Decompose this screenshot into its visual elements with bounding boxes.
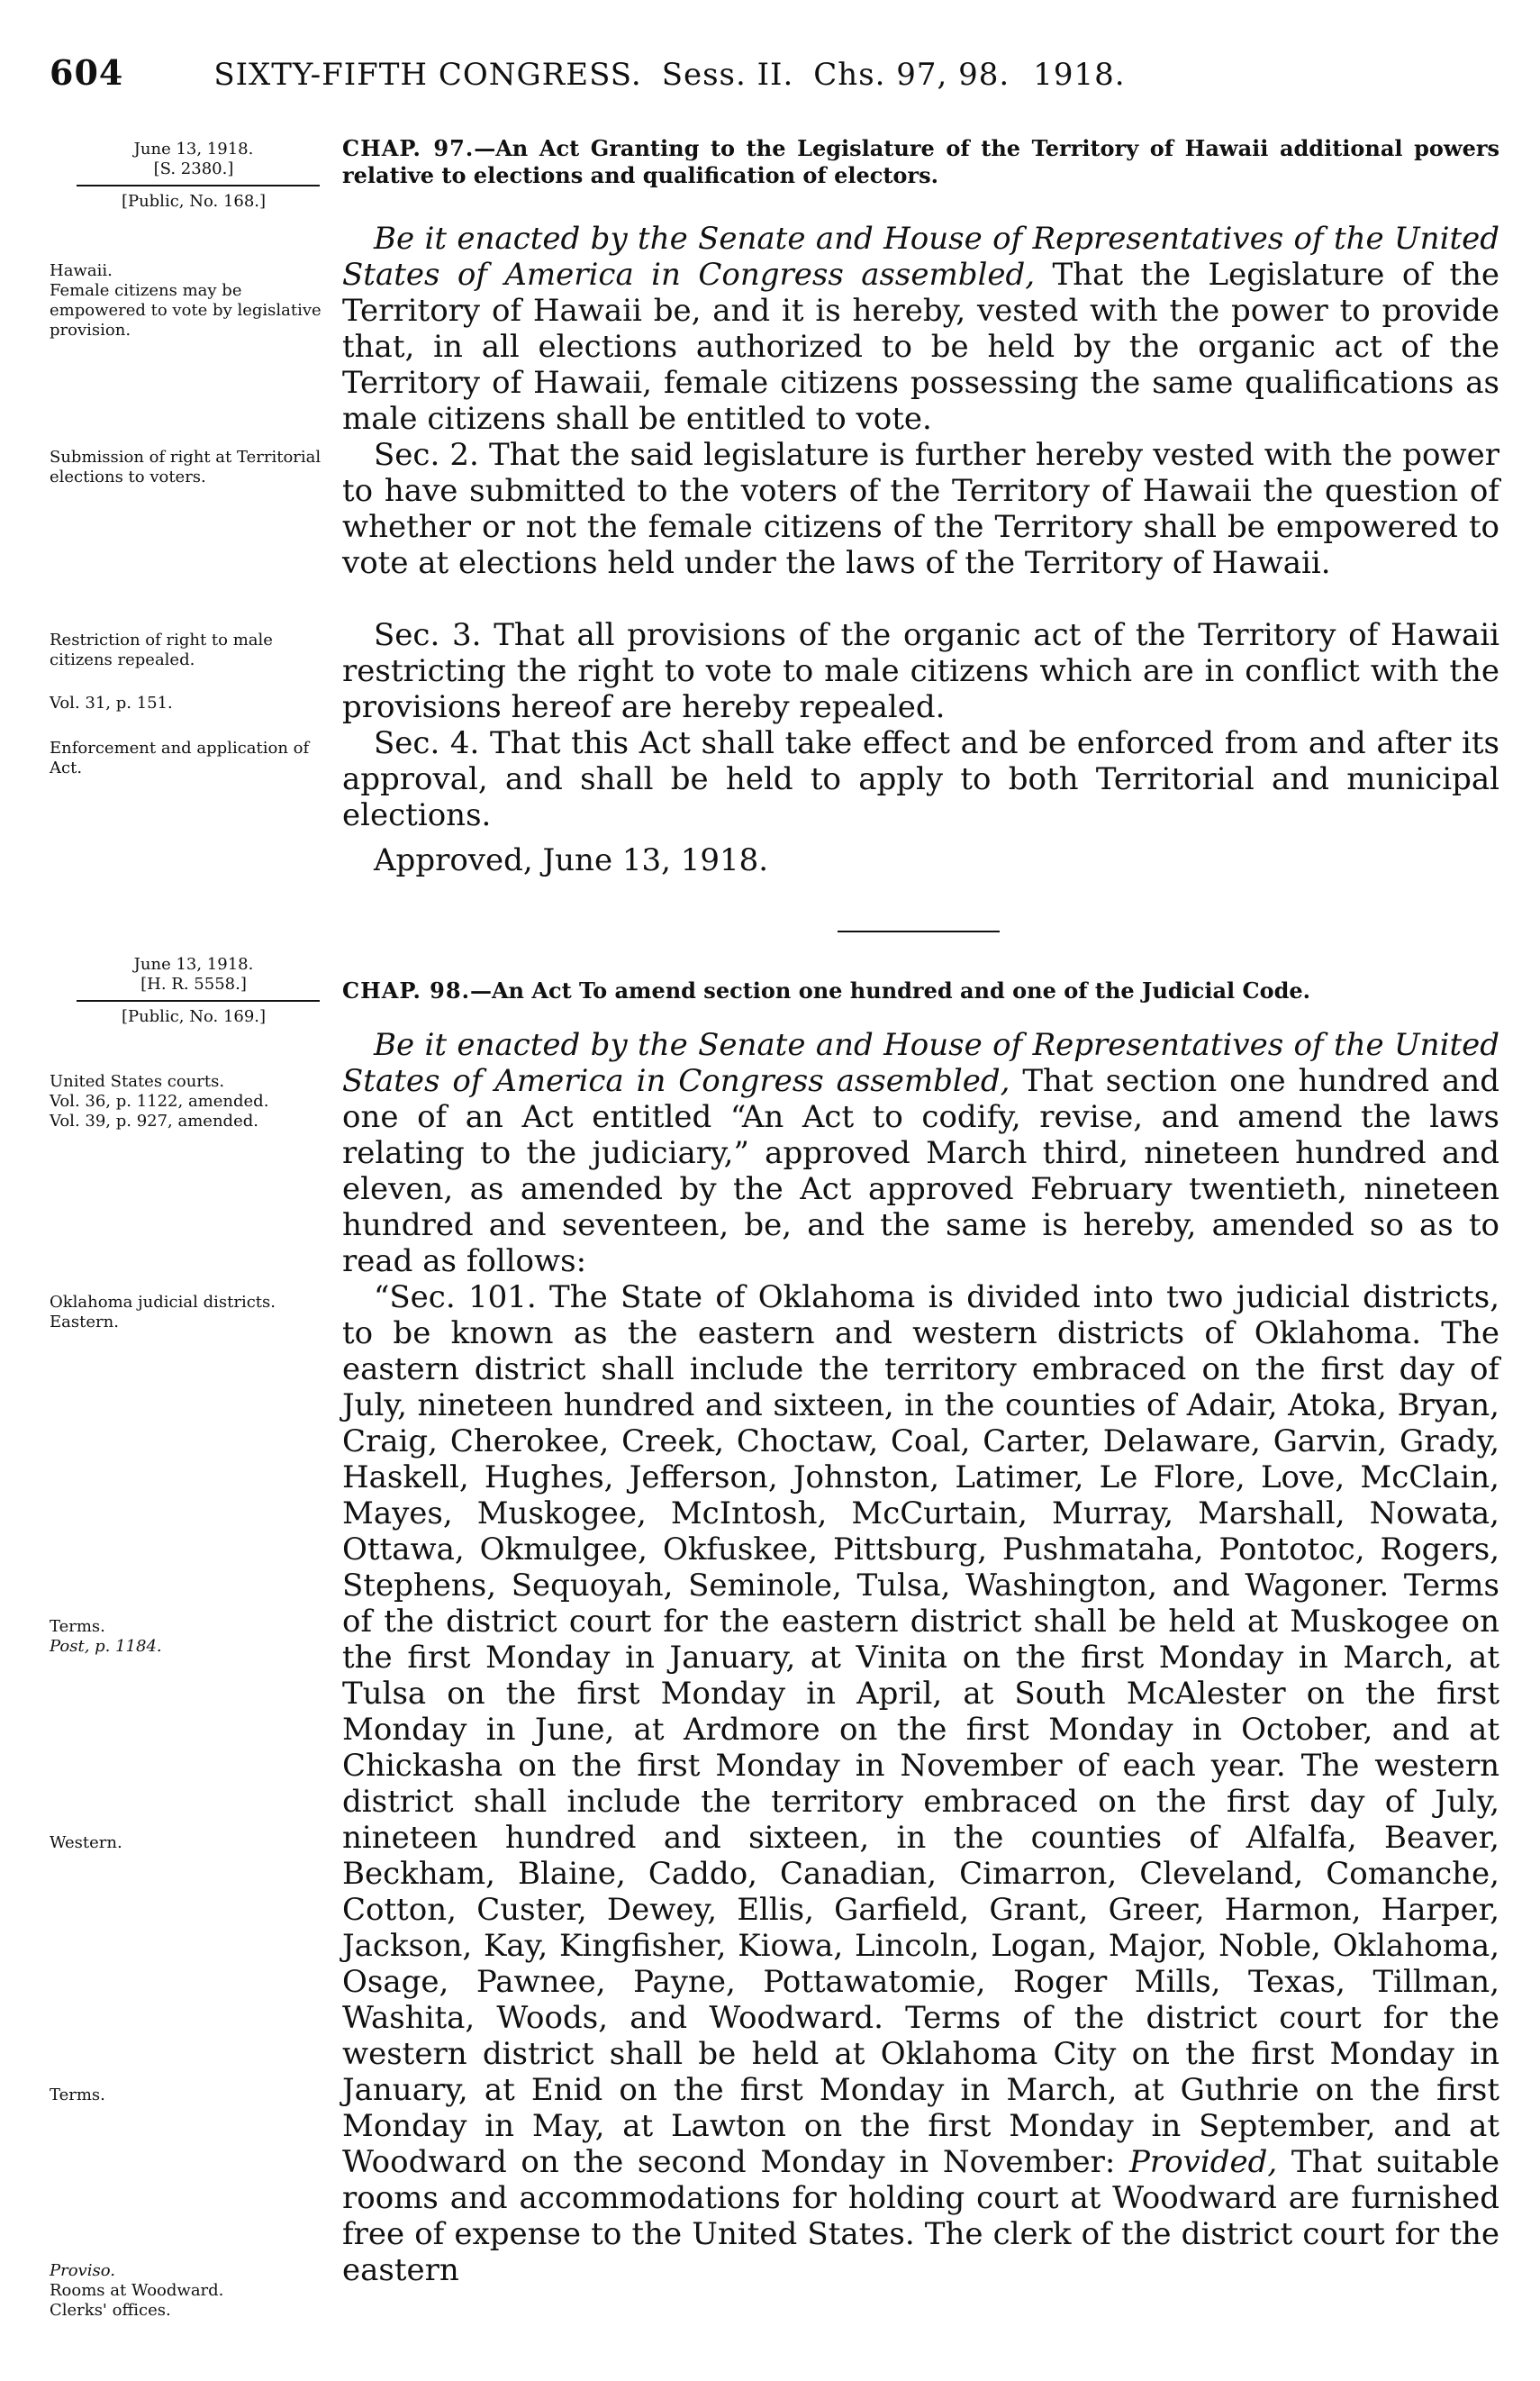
divider — [77, 1000, 320, 1002]
note-proviso-block — [50, 2261, 338, 2321]
sec2-text: That the said legislature is further hereby vested with the power to have submitted to the voters of the Territory of Hawaii the question of whether or not the female citizens of the Territory shall be empowered to vote at elections held under the laws of the Territory of Hawaii. — [342, 437, 1499, 581]
chap97-sec1-text: That the Legislature of the Territory of Hawaii be, and it is hereby, vested with the power to provide that, in all elections authorized to be held by the organic act of the Territory of Hawaii, female citizens possessing the same qualifications as male citizens shall be entitled to vote. — [342, 257, 1500, 437]
running-head — [50, 52, 1468, 97]
chapters: Chs. 97, 98. — [813, 57, 1010, 93]
chap97-section-1 — [342, 221, 1499, 437]
note-oklahoma-block — [50, 1293, 338, 1332]
provided-word: Provided, — [1129, 2144, 1278, 2180]
chap98-date: June 13, 1918. — [133, 955, 254, 974]
chap97-bill: [S. 2380.] — [153, 159, 234, 178]
note-vol36: Vol. 36, p. 1122, amended. — [50, 1092, 269, 1111]
chap98-title: —An Act To amend section one hundred and one of the Judicial Code. — [469, 977, 1311, 1004]
note-western: Western. — [50, 1833, 122, 1852]
year: 1918. — [1033, 57, 1126, 93]
chap98-label: CHAP. 98. — [342, 977, 470, 1004]
note-vol31: Vol. 31, p. 151. — [50, 694, 173, 713]
note-restriction: Restriction of right to male citizens repealed. — [50, 631, 273, 669]
sec4-label: Sec. 4. — [374, 725, 480, 761]
chap97-date-block — [50, 140, 338, 212]
note-oklahoma: Oklahoma judicial districts. — [50, 1293, 276, 1312]
chap97-enacting-clause: Be it enacted by the Senate and House of Representatives of the United States of America in Congress assembled, — [342, 221, 1499, 293]
note-hawaii-block — [50, 261, 338, 341]
sec101-label: “Sec. 101. — [374, 1279, 537, 1315]
chap98-sec101 — [342, 1279, 1499, 2288]
note-us-courts: United States courts. — [50, 1072, 225, 1091]
note-submission: Submission of right at Territorial elections to voters. — [50, 448, 322, 486]
sec101-end-text: That suitable rooms and accommodations for holding court at Woodward are furnished free of expense to the United States. The clerk of the district court for the eastern — [342, 2144, 1499, 2288]
page-number: 604 — [50, 52, 124, 93]
divider — [77, 185, 320, 186]
note-terms-block — [50, 1617, 338, 1657]
note-rooms: Rooms at Woodward. — [50, 2281, 224, 2300]
running-title: SIXTY-FIFTH CONGRESS. — [213, 57, 642, 93]
chap97-title: —An Act Granting to the Legislature of the Territory of Hawaii additional powers relative to elections and qualification of electors. — [342, 135, 1499, 188]
note-terms-western: Terms. — [50, 2086, 105, 2104]
note-female-citizens: Female citizens may be empowered to vote by legislative provision. — [50, 281, 322, 340]
note-hawaii: Hawaii. — [50, 261, 113, 280]
note-clerks: Clerks' offices. — [50, 2301, 171, 2320]
chap97-section-2 — [342, 437, 1499, 581]
note-eastern: Eastern. — [50, 1313, 119, 1331]
chap97-approved-line — [342, 842, 1499, 878]
chap98-bill: [H. R. 5558.] — [140, 975, 247, 994]
chap97-public: [Public, No. 168.] — [121, 192, 267, 211]
note-enforcement: Enforcement and application of Act. — [50, 739, 310, 777]
sec101-text: The State of Oklahoma is divided into two judicial districts, to be known as the eastern and western districts of Oklahoma. The eastern district shall include the territory embraced on the first day of July, nineteen hundred and sixteen, in the counties of Adair, Atoka, Bryan, Craig, Cherokee, Creek, Choctaw, Coal, Carter, Delaware, Garvin, Grady, Haskell, Hughes, Jefferson, Johnston, Latimer, Le Flore, Love, McClain, Mayes, Muskogee, McIntosh, McCurtain, Murray, Marshall, Nowata, Ottawa, Okmulgee, Okfuskee, Pittsburg, Pushmataha, Pontotoc, Rogers, Stephens, Sequoyah, Seminole, Tulsa, Washington, and Wagoner. Terms of the district court for the eastern district shall be held at Muskogee on the first Monday in January, at Vinita on the first Monday in March, at Tulsa on the first Monday in April, at South McAlester on the first Monday in June, at Ardmore on the first Monday in October, and at Chickasha on the first Monday in November of each year. The western district shall include the territory embraced on the first day of July, nineteen hundred and sixteen, in the counties of Alfalfa, Beaver, Beckham, Blaine, Caddo, Canadian, Cimarron, Cleveland, Comanche, Cotton, Custer, Dewey, Ellis, Garfield, Grant, Greer, Harmon, Harper, Jackson, Kay, Kingfisher, Kiowa, Lincoln, Logan, Major, Noble, Oklahoma, Osage, Pawnee, Payne, Pottawatomie, Roger Mills, Texas, Tillman, Washita, Woods, and Woodward. Terms of the district court for the western district shall be held at Oklahoma City on the first Monday in January, at Enid on the first Monday in March, at Guthrie on the first Monday in May, at Lawton on the first Monday in September, and at Woodward on the second Monday in November: — [342, 1279, 1500, 2180]
note-terms: Terms. — [50, 1617, 105, 1636]
session: Sess. II. — [661, 57, 794, 93]
chap98-public: [Public, No. 169.] — [121, 1007, 267, 1026]
chapter-separator-rule — [838, 931, 1000, 932]
sec4-text: That this Act shall take effect and be enforced from and after its approval, and shall be held to apply to both Territorial and municipal elections. — [342, 725, 1499, 833]
chap97-heading — [342, 135, 1499, 189]
chap97-section-4 — [342, 725, 1499, 833]
sec3-label: Sec. 3. — [374, 617, 482, 653]
chap98-heading — [342, 977, 1499, 1004]
chap98-intro — [342, 1027, 1499, 1279]
note-proviso: Proviso. — [50, 2261, 115, 2280]
sec3-text: That all provisions of the organic act of the Territory of Hawaii restricting the right to vote to male citizens which are in conflict with the provisions hereof are hereby repealed. — [342, 617, 1500, 725]
chap98-date-block — [50, 955, 338, 1027]
chap97-approved: Approved, June 13, 1918. — [374, 842, 769, 878]
chap97-section-3 — [342, 617, 1499, 725]
chap98-enacting-clause: Be it enacted by the Senate and House of Representatives of the United States of America in Congress assembled, — [342, 1027, 1499, 1099]
note-us-courts-block — [50, 1072, 338, 1131]
chap98-intro-text: That section one hundred and one of an Act entitled “An Act to codify, revise, and amend the laws relating to the judiciary,” approved March third, nineteen hundred and eleven, as amended by the Act approved February twentieth, nineteen hundred and seventeen, be, and the same is hereby, amended so as to read as follows: — [342, 1063, 1499, 1279]
note-post: Post, p. 1184. — [50, 1637, 162, 1656]
chap97-date: June 13, 1918. — [133, 140, 254, 159]
sec2-label: Sec. 2. — [374, 437, 479, 473]
chap97-label: CHAP. 97. — [342, 135, 475, 161]
note-vol39: Vol. 39, p. 927, amended. — [50, 1112, 258, 1131]
